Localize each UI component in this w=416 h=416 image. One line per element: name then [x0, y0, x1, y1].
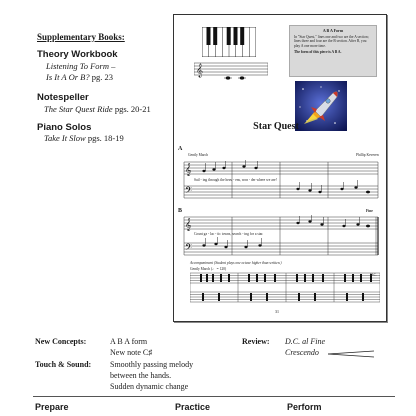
footer-practice: Practice [175, 402, 211, 412]
footer-perform: Perform [287, 402, 322, 412]
lyrics-line-2: Count ga - lac - tic towns, search - ing for a star. [194, 232, 264, 236]
piano-solos-line [44, 133, 124, 143]
theory-pages: pg. 23 [91, 72, 113, 82]
touch-sound-label: Touch & Sound: [35, 360, 92, 369]
grand-staff-2 [180, 215, 380, 259]
tempo-marking: Gently March [188, 153, 209, 157]
fine-label: Fine [366, 209, 373, 213]
section-divider [33, 396, 395, 397]
form-info-box [289, 25, 377, 77]
svg-text:𝄢: 𝄢 [185, 242, 193, 255]
notespeller-title: Notespeller [37, 92, 89, 103]
form-box-title: A B A Form [322, 28, 344, 33]
footer-prepare: Prepare [35, 402, 69, 412]
notespeller-piece: The Star Quest Ride [44, 104, 113, 114]
dc-label: D.C. [370, 273, 377, 277]
piano-solos-pages: pgs. 18-19 [87, 133, 124, 143]
review-1: D.C. al Fine [285, 337, 325, 346]
touch-sound-1: Smoothly passing melody [110, 360, 194, 369]
new-concept-1: A B A form [110, 337, 148, 346]
section-b-label: B [178, 208, 183, 214]
review-label: Review: [242, 337, 270, 346]
review-2: Crescendo [285, 348, 319, 357]
svg-text:𝄢: 𝄢 [185, 185, 193, 198]
section-a-label: A [178, 146, 183, 152]
note-staff-diagram [194, 59, 268, 87]
supplementary-heading: Supplementary Books: [37, 32, 125, 42]
page-number: 31 [275, 309, 279, 314]
accompaniment-label: Accompaniment (Student plays one octave higher than written.) [190, 261, 282, 265]
theory-piece: Is It A Or B? [46, 72, 90, 82]
piano-solos-title: Piano Solos [37, 122, 92, 133]
piano-solos-piece: Take It Slow [44, 133, 86, 143]
svg-text:𝄞: 𝄞 [196, 63, 204, 77]
touch-sound-3: Sudden dynamic change [110, 382, 189, 391]
theory-workbook-title: Theory Workbook [37, 49, 118, 60]
music-page-image [173, 14, 387, 322]
touch-sound-2: between the hands. [110, 371, 172, 380]
song-title: Star Quest [253, 121, 299, 132]
new-concepts-label: New Concepts: [35, 337, 87, 346]
form-box-text: In "Star Quest," lines one and two are the A section; lines three and four are the B section. After B, you play A one more time. [294, 35, 369, 48]
crescendo-symbol-icon [328, 350, 374, 358]
notespeller-pages: pgs. 20-21 [114, 104, 151, 114]
svg-text:𝄞: 𝄞 [185, 163, 192, 176]
composer-credit: Phillip Keveren [356, 153, 379, 157]
theory-line-2 [46, 72, 113, 82]
keyboard-diagram [202, 27, 256, 57]
svg-text:𝄞: 𝄞 [185, 218, 192, 231]
accompaniment-staff [190, 272, 380, 306]
new-concept-2: New note C♯ [110, 348, 153, 357]
theory-line-1: Listening To Form – [46, 61, 116, 71]
accompaniment-tempo: Gently March (♩ = 120) [190, 267, 227, 271]
lyrics-line-1: Sail - ing through the heav - ens, won - der where we are! [194, 178, 277, 182]
form-box-footer: The form of this piece is A B A. [294, 49, 342, 54]
notespeller-line [44, 104, 151, 114]
